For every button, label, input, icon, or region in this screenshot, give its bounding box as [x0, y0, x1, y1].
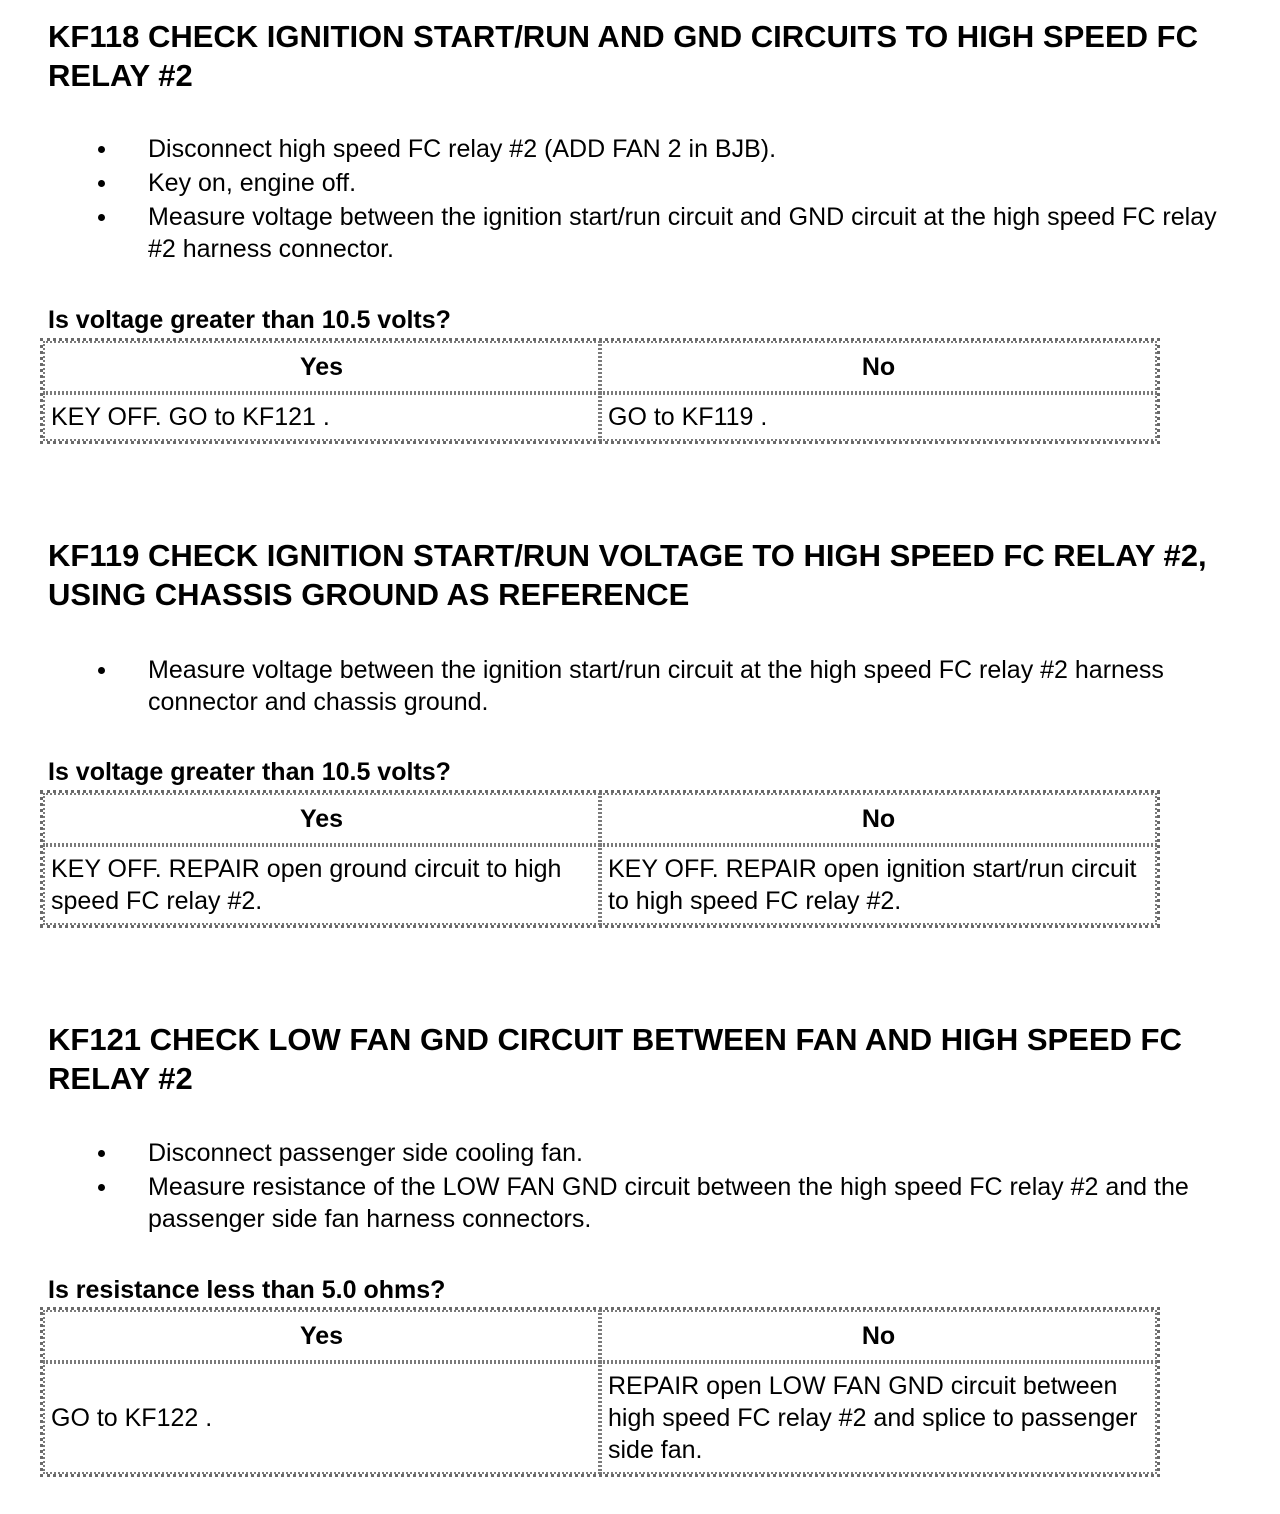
- answer-table: [40, 1307, 1160, 1477]
- list-item: [48, 133, 1248, 165]
- bullet-icon: [98, 214, 105, 221]
- question: Is voltage greater than 10.5 volts?: [48, 758, 451, 786]
- table-row: [43, 393, 1157, 441]
- bullet-list: [48, 133, 1248, 267]
- table-header-row: [43, 341, 1157, 393]
- answer-table: [40, 790, 1160, 928]
- section-title: KF121 CHECK LOW FAN GND CIRCUIT BETWEEN FAN AND HIGH SPEED FC RELAY #2: [48, 1022, 1182, 1096]
- list-item: [48, 1171, 1248, 1235]
- yes-cell: KEY OFF. GO to KF121 .: [43, 393, 600, 441]
- bullet-list: [48, 1137, 1248, 1237]
- bullet-text: Measure voltage between the ignition start/run circuit at the high speed FC relay #2 harness connector and chassis ground.: [148, 656, 1164, 716]
- no-cell: REPAIR open LOW FAN GND circuit between high speed FC relay #2 and splice to passenger side fan.: [600, 1362, 1157, 1474]
- list-item: [48, 201, 1248, 265]
- bullet-icon: [98, 1184, 105, 1191]
- no-header: No: [600, 341, 1157, 393]
- bullet-text: Disconnect high speed FC relay #2 (ADD FAN 2 in BJB).: [148, 135, 777, 163]
- no-header: No: [600, 1310, 1157, 1362]
- list-item: [48, 1137, 1248, 1169]
- no-cell: GO to KF119 .: [600, 393, 1157, 441]
- no-cell: KEY OFF. REPAIR open ignition start/run circuit to high speed FC relay #2.: [600, 845, 1157, 925]
- bullet-icon: [98, 146, 105, 153]
- bullet-icon: [98, 180, 105, 187]
- no-header: No: [600, 793, 1157, 845]
- list-item: [48, 654, 1248, 718]
- bullet-text: Measure resistance of the LOW FAN GND circuit between the high speed FC relay #2 and the passenger side fan harness connectors.: [148, 1173, 1189, 1233]
- bullet-text: Measure voltage between the ignition start/run circuit and GND circuit at the high speed FC relay #2 harness connector.: [148, 203, 1217, 263]
- yes-header: Yes: [43, 793, 600, 845]
- bullet-icon: [98, 1150, 105, 1157]
- yes-cell: GO to KF122 .: [43, 1362, 600, 1474]
- question: Is resistance less than 5.0 ohms?: [48, 1276, 446, 1304]
- yes-header: Yes: [43, 341, 600, 393]
- question: Is voltage greater than 10.5 volts?: [48, 306, 451, 334]
- bullet-text: Key on, engine off.: [148, 169, 357, 197]
- bullet-icon: [98, 667, 105, 674]
- table-row: [43, 845, 1157, 925]
- yes-header: Yes: [43, 1310, 600, 1362]
- table-row: [43, 1362, 1157, 1474]
- bullet-list: [48, 654, 1248, 720]
- section-title: KF119 CHECK IGNITION START/RUN VOLTAGE TO HIGH SPEED FC RELAY #2, USING CHASSIS GROUND AS REFERENCE: [48, 538, 1207, 612]
- answer-table: [40, 338, 1160, 444]
- bullet-text: Disconnect passenger side cooling fan.: [148, 1139, 583, 1167]
- yes-cell: KEY OFF. REPAIR open ground circuit to high speed FC relay #2.: [43, 845, 600, 925]
- table-header-row: [43, 793, 1157, 845]
- table-header-row: [43, 1310, 1157, 1362]
- section-title: KF118 CHECK IGNITION START/RUN AND GND CIRCUITS TO HIGH SPEED FC RELAY #2: [48, 19, 1198, 93]
- list-item: [48, 167, 1248, 199]
